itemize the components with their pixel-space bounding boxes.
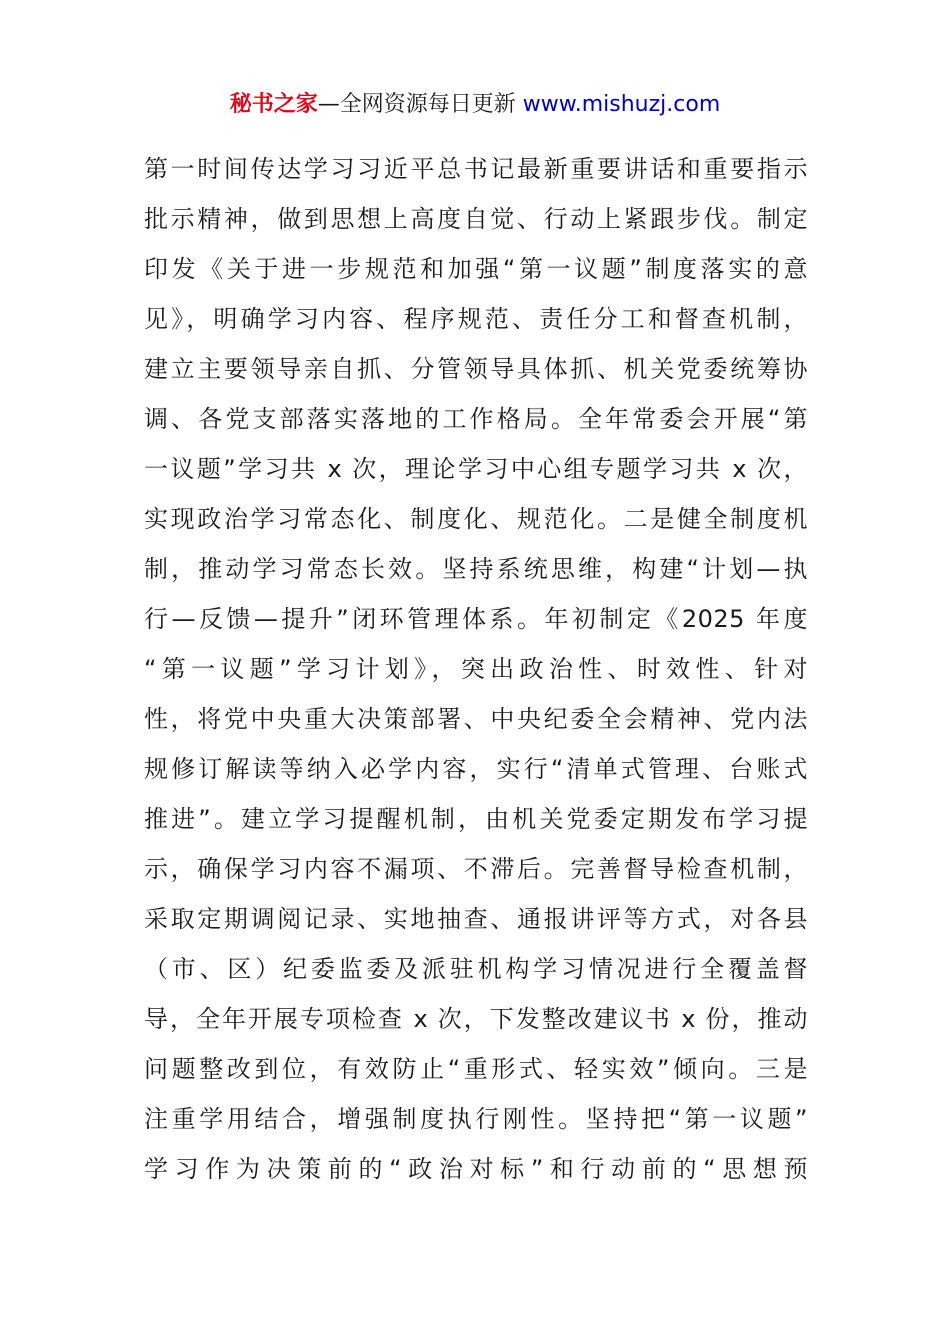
text-line: 行—反馈—提升”闭环管理体系。年初制定《2025 年度 <box>144 605 808 633</box>
text-line: 一议题”学习共 x 次，理论学习中心组专题学习共 x 次， <box>144 455 808 483</box>
text-line: 调、各党支部落实落地的工作格局。全年常委会开展“第 <box>144 405 808 433</box>
site-url-link[interactable]: www.mishuzj.com <box>522 92 721 117</box>
text-line: 印发《关于进一步规范和加强“第一议题”制度落实的意 <box>144 255 808 283</box>
text-line: （市、区）纪委监委及派驻机构学习情况进行全覆盖督 <box>144 955 808 983</box>
text-line: 建立主要领导亲自抓、分管领导具体抓、机关党委统筹协 <box>144 355 808 383</box>
document-body <box>144 144 808 1194</box>
text-line: 问题整改到位，有效防止“重形式、轻实效”倾向。三是 <box>144 1055 808 1083</box>
text-line: 学习作为决策前的“政治对标”和行动前的“思想预 <box>144 1155 808 1183</box>
text-line: 实现政治学习常态化、制度化、规范化。二是健全制度机 <box>144 505 808 533</box>
text-line: 见》，明确学习内容、程序规范、责任分工和督查机制， <box>144 305 808 333</box>
text-line: 第一时间传达学习习近平总书记最新重要讲话和重要指示 <box>144 155 808 183</box>
text-line: 规修订解读等纳入必学内容，实行“清单式管理、台账式 <box>144 755 808 783</box>
text-line: 注重学用结合，增强制度执行刚性。坚持把“第一议题” <box>144 1105 808 1133</box>
text-line: 性，将党中央重大决策部署、中央纪委全会精神、党内法 <box>144 705 808 733</box>
text-line: 采取定期调阅记录、实地抽查、通报讲评等方式，对各县 <box>144 905 808 933</box>
text-line: 导，全年开展专项检查 x 次，下发整改建议书 x 份，推动 <box>144 1005 808 1033</box>
page-header <box>0 88 950 122</box>
header-tagline: —全网资源每日更新 <box>317 92 523 117</box>
text-line: 制，推动学习常态长效。坚持系统思维，构建“计划—执 <box>144 555 808 583</box>
brand-name: 秘书之家 <box>229 92 318 117</box>
text-line: 推进”。建立学习提醒机制，由机关党委定期发布学习提 <box>144 805 808 833</box>
text-line: 示，确保学习内容不漏项、不滞后。完善督导检查机制， <box>144 855 808 883</box>
text-line: 批示精神，做到思想上高度自觉、行动上紧跟步伐。制定 <box>144 205 808 233</box>
text-line: “第一议题”学习计划》，突出政治性、时效性、针对 <box>144 655 808 683</box>
